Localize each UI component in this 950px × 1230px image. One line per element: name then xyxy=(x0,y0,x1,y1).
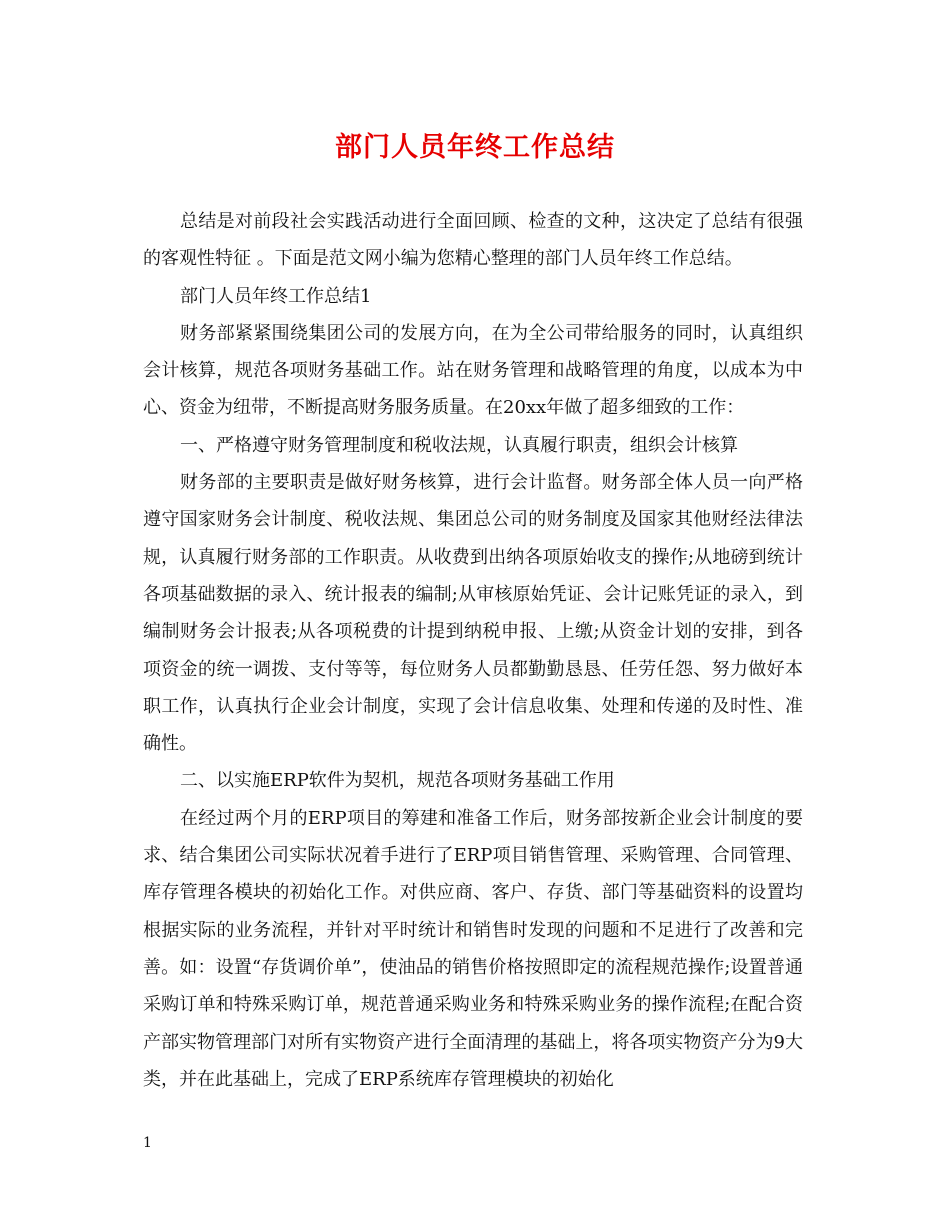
page-number: 1 xyxy=(143,1135,152,1151)
section-heading: 部门人员年终工作总结1 xyxy=(180,285,372,307)
document-body xyxy=(143,203,803,1098)
body-paragraph: 在经过两个月的ERP项目的筹建和准备工作后，财务部按新企业会计制度的要求、结合集团公司实际状况着手进行了ERP项目销售管理、采购管理、合同管理、库存管理各模块的初始化工作。对供应商、客户、存货、部门等基础资料的设置均根据实际的业务流程，并针对平时统计和销售时发现的问题和不足进行了改善和完善。如：设置“存货调价单”，使油品的销售价格按照即定的流程规范操作;设置普通采购订单和特殊采购订单，规范普通采购业务和特殊采购业务的操作流程;在配合资产部实物管理部门对所有实物资产进行全面清理的基础上，将各项实物资产分为9大类，并在此基础上，完成了ERP系统库存管理模块的初始化 xyxy=(143,807,803,1090)
document-title: 部门人员年终工作总结 xyxy=(335,132,615,163)
intro-paragraph: 总结是对前段社会实践活动进行全面回顾、检查的文种，这决定了总结有很强的客观性特征 。下面是范文网小编为您精心整理的部门人员年终工作总结。 xyxy=(143,211,803,270)
subsection-heading: 二、以实施ERP软件为契机，规范各项财务基础工作用 xyxy=(180,770,615,792)
subsection-heading: 一、严格遵守财务管理制度和税收法规，认真履行职责，组织会计核算 xyxy=(180,434,738,456)
body-paragraph: 财务部紧紧围绕集团公司的发展方向，在为全公司带给服务的同时，认真组织会计核算，规范各项财务基础工作。站在财务管理和战略管理的角度，以成本为中心、资金为纽带，不断提高财务服务质量。在20xx年做了超多细致的工作： xyxy=(143,322,803,419)
body-paragraph: 财务部的主要职责是做好财务核算，进行会计监督。财务部全体人员一向严格遵守国家财务会计制度、税收法规、集团总公司的财务制度及国家其他财经法律法规，认真履行财务部的工作职责。从收费到出纳各项原始收支的操作;从地磅到统计各项基础数据的录入、统计报表的编制;从审核原始凭证、会计记账凭证的录入，到编制财务会计报表;从各项税费的计提到纳税申报、上缴;从资金计划的安排，到各项资金的统一调拨、支付等等，每位财务人员都勤勤恳恳、任劳任怨、努力做好本职工作，认真执行企业会计制度，实现了会计信息收集、处理和传递的及时性、准确性。 xyxy=(143,472,803,755)
